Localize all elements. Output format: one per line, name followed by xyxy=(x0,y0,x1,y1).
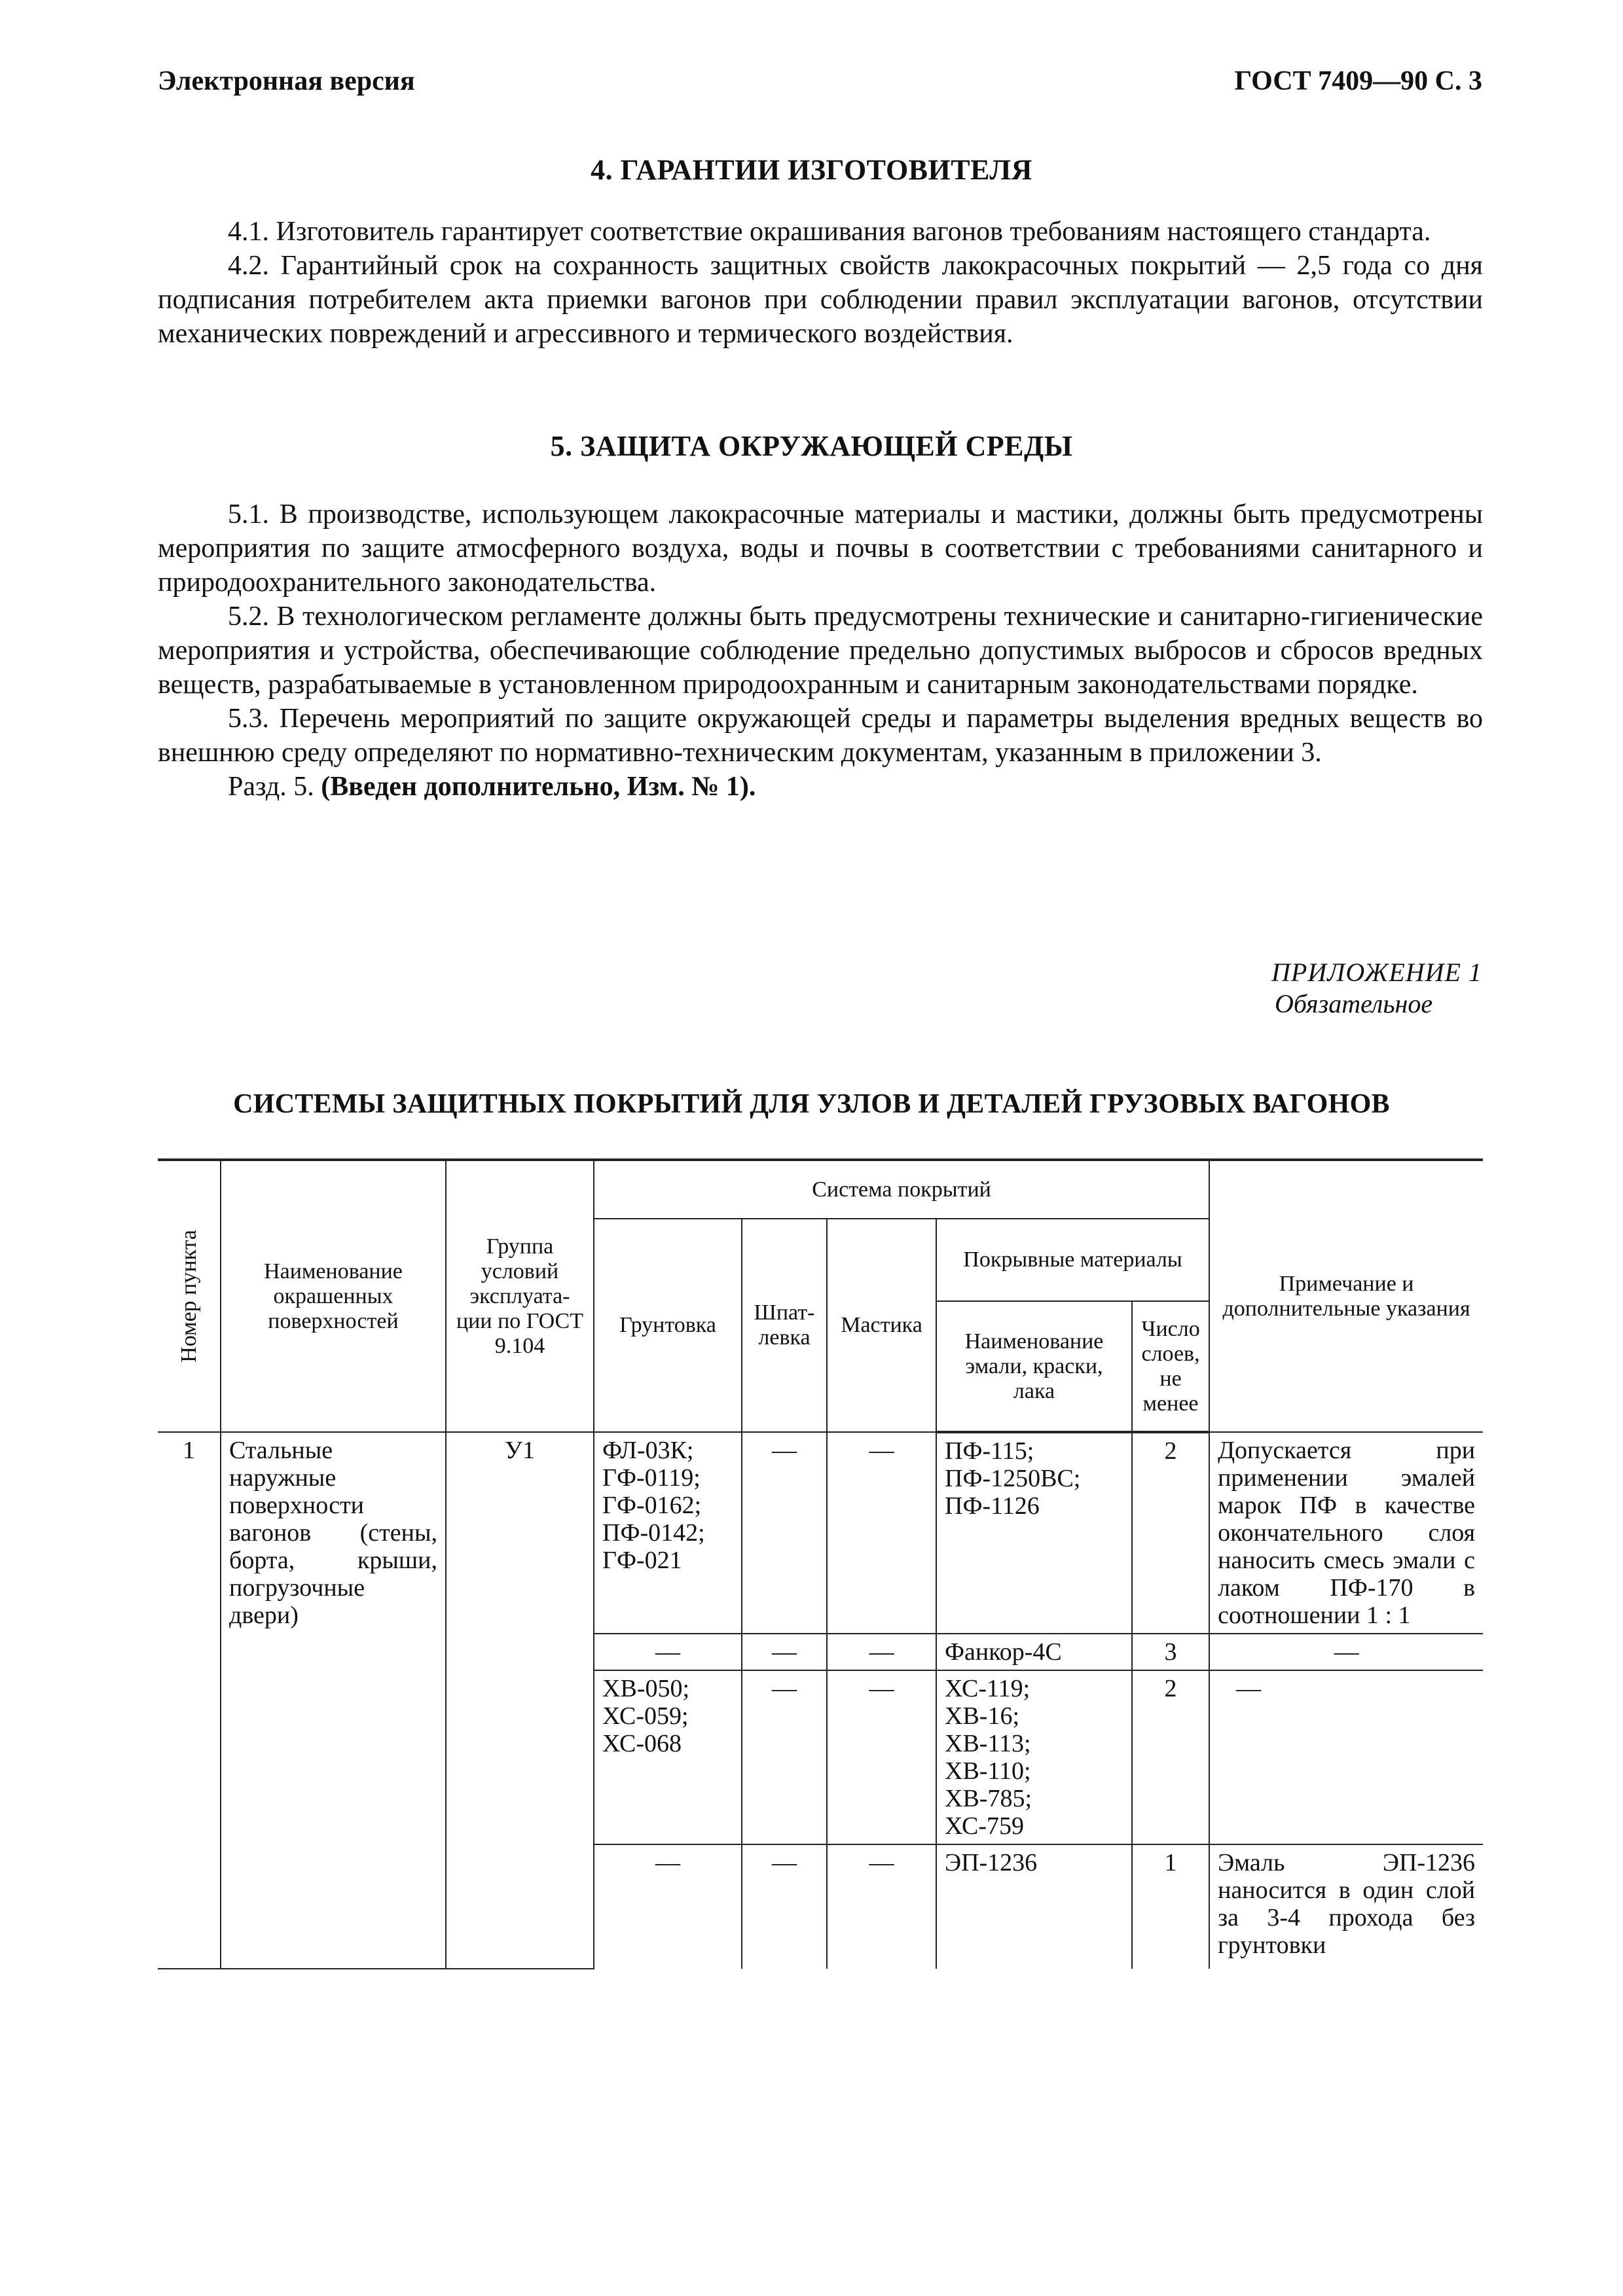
mastic-cell: — xyxy=(827,1670,936,1844)
mastic-cell: — xyxy=(827,1634,936,1670)
header-coating-materials: Покрывные материалы xyxy=(936,1219,1209,1301)
header-left: Электронная версия xyxy=(158,66,415,96)
header-primer: Грунтовка xyxy=(594,1219,742,1432)
item-number: 1 xyxy=(158,1432,221,1969)
section-4-title: 4. ГАРАНТИИ ИЗГОТОВИТЕЛЯ xyxy=(591,154,1032,186)
coat-name-cell: ХС-119; ХВ-16; ХВ-113; ХВ-110; ХВ-785; ХС-759 xyxy=(936,1670,1132,1844)
section-5-note xyxy=(158,770,1483,804)
layers-cell: 1 xyxy=(1132,1844,1209,1969)
coatings-table xyxy=(158,1158,1483,1969)
appendix-status: Обязательное xyxy=(1275,989,1433,1018)
section-4-body xyxy=(158,215,1483,351)
header-group: Группа условий эксплуата-ции по ГОСТ 9.104 xyxy=(446,1160,594,1432)
table-title: СИСТЕМЫ ЗАЩИТНЫХ ПОКРЫТИЙ ДЛЯ УЗЛОВ И ДЕТАЛЕЙ ГРУЗОВЫХ ВАГОНОВ xyxy=(233,1089,1390,1119)
section-5-title: 5. ЗАЩИТА ОКРУЖАЮЩЕЙ СРЕДЫ xyxy=(550,430,1073,462)
appendix-number: ПРИЛОЖЕНИЕ 1 xyxy=(1271,958,1482,987)
layers-cell: 3 xyxy=(1132,1634,1209,1670)
paragraph-4-2: 4.2. Гарантийный срок на сохранность защитных свойств лакокрасочных покрытий — 2,5 года со дня подписания потребителем акта приемки вагонов при соблюдении правил эксплуатации вагонов, отсутствии механических повреждений и агрессивного и термического воздействия. xyxy=(158,251,1483,349)
putty-cell: — xyxy=(742,1432,827,1634)
primer-cell: — xyxy=(594,1634,742,1670)
paragraph-5-1: 5.1. В производстве, использующем лакокрасочные материалы и мастики, должны быть предусмотрены мероприятия по защите атмосферного воздуха, воды и почвы в соответствии с требованиями санитарного и природоохранительного законодательства. xyxy=(158,499,1483,598)
mastic-cell: — xyxy=(827,1432,936,1634)
primer-cell: ФЛ-03К; ГФ-0119; ГФ-0162; ПФ-0142; ГФ-021 xyxy=(594,1432,742,1634)
note-cell: Эмаль ЭП-1236 наносится в один слой за 3-4 прохода без грунтовки xyxy=(1209,1844,1483,1969)
coat-name-cell: Фанкор-4С xyxy=(936,1634,1132,1670)
primer-cell: — xyxy=(594,1844,742,1969)
header-coating-system: Система покрытий xyxy=(594,1160,1209,1219)
header-layers: Число слоев, не менее xyxy=(1132,1301,1209,1432)
paragraph-4-1: 4.1. Изготовитель гарантирует соответствие окрашивания вагонов требованиям настоящего стандарта. xyxy=(228,217,1431,247)
note-prefix: Разд. 5. xyxy=(228,772,321,802)
paragraph-5-2: 5.2. В технологическом регламенте должны быть предусмотрены технические и санитарно-гигиенические мероприятия и устройства, обеспечивающие соблюдение предельно допустимых выбросов и сбросов вредных веществ, разрабатываемые в установленном природоохранным и санитарным законодательствами порядке. xyxy=(158,601,1483,700)
layers-cell: 2 xyxy=(1132,1432,1209,1634)
header-right: ГОСТ 7409—90 С. 3 xyxy=(1234,66,1482,96)
coat-name-cell: ЭП-1236 xyxy=(936,1844,1132,1969)
putty-cell: — xyxy=(742,1670,827,1844)
header-mastic: Мастика xyxy=(827,1219,936,1432)
mastic-cell: — xyxy=(827,1844,936,1969)
primer-cell: ХВ-050; ХС-059; ХС-068 xyxy=(594,1670,742,1844)
note-bold: (Введен дополнительно, Изм. № 1). xyxy=(321,772,756,802)
surface-name: Стальные наружные поверхности вагонов (стены, борта, крыши, погрузочные двери) xyxy=(221,1432,446,1969)
header-putty: Шпат-левка xyxy=(742,1219,827,1432)
putty-cell: — xyxy=(742,1634,827,1670)
appendix-label xyxy=(1271,957,1482,1020)
header-surface: Наименование окрашенных поверхностей xyxy=(221,1160,446,1432)
note-cell: — xyxy=(1209,1634,1483,1670)
coat-name-cell: ПФ-115; ПФ-1250ВС; ПФ-1126 xyxy=(936,1432,1132,1634)
operating-group: У1 xyxy=(446,1432,594,1969)
putty-cell: — xyxy=(742,1844,827,1969)
header-note: Примечание и дополнительные указания xyxy=(1209,1160,1483,1432)
header-item-number: Номер пункта xyxy=(158,1160,221,1432)
note-cell: — xyxy=(1209,1670,1483,1844)
paragraph-5-3: 5.3. Перечень мероприятий по защите окружающей среды и параметры выделения вредных веществ во внешнюю среду определяют по нормативно-техническим документам, указанным в приложении 3. xyxy=(158,704,1483,768)
layers-cell: 2 xyxy=(1132,1670,1209,1844)
header-coat-name: Наименование эмали, краски, лака xyxy=(936,1301,1132,1432)
section-5-body xyxy=(158,497,1483,804)
note-cell: Допускается при применении эмалей марок ПФ в качестве окончательного слоя наносить смесь эмали с лаком ПФ-170 в соотношении 1 : 1 xyxy=(1209,1432,1483,1634)
